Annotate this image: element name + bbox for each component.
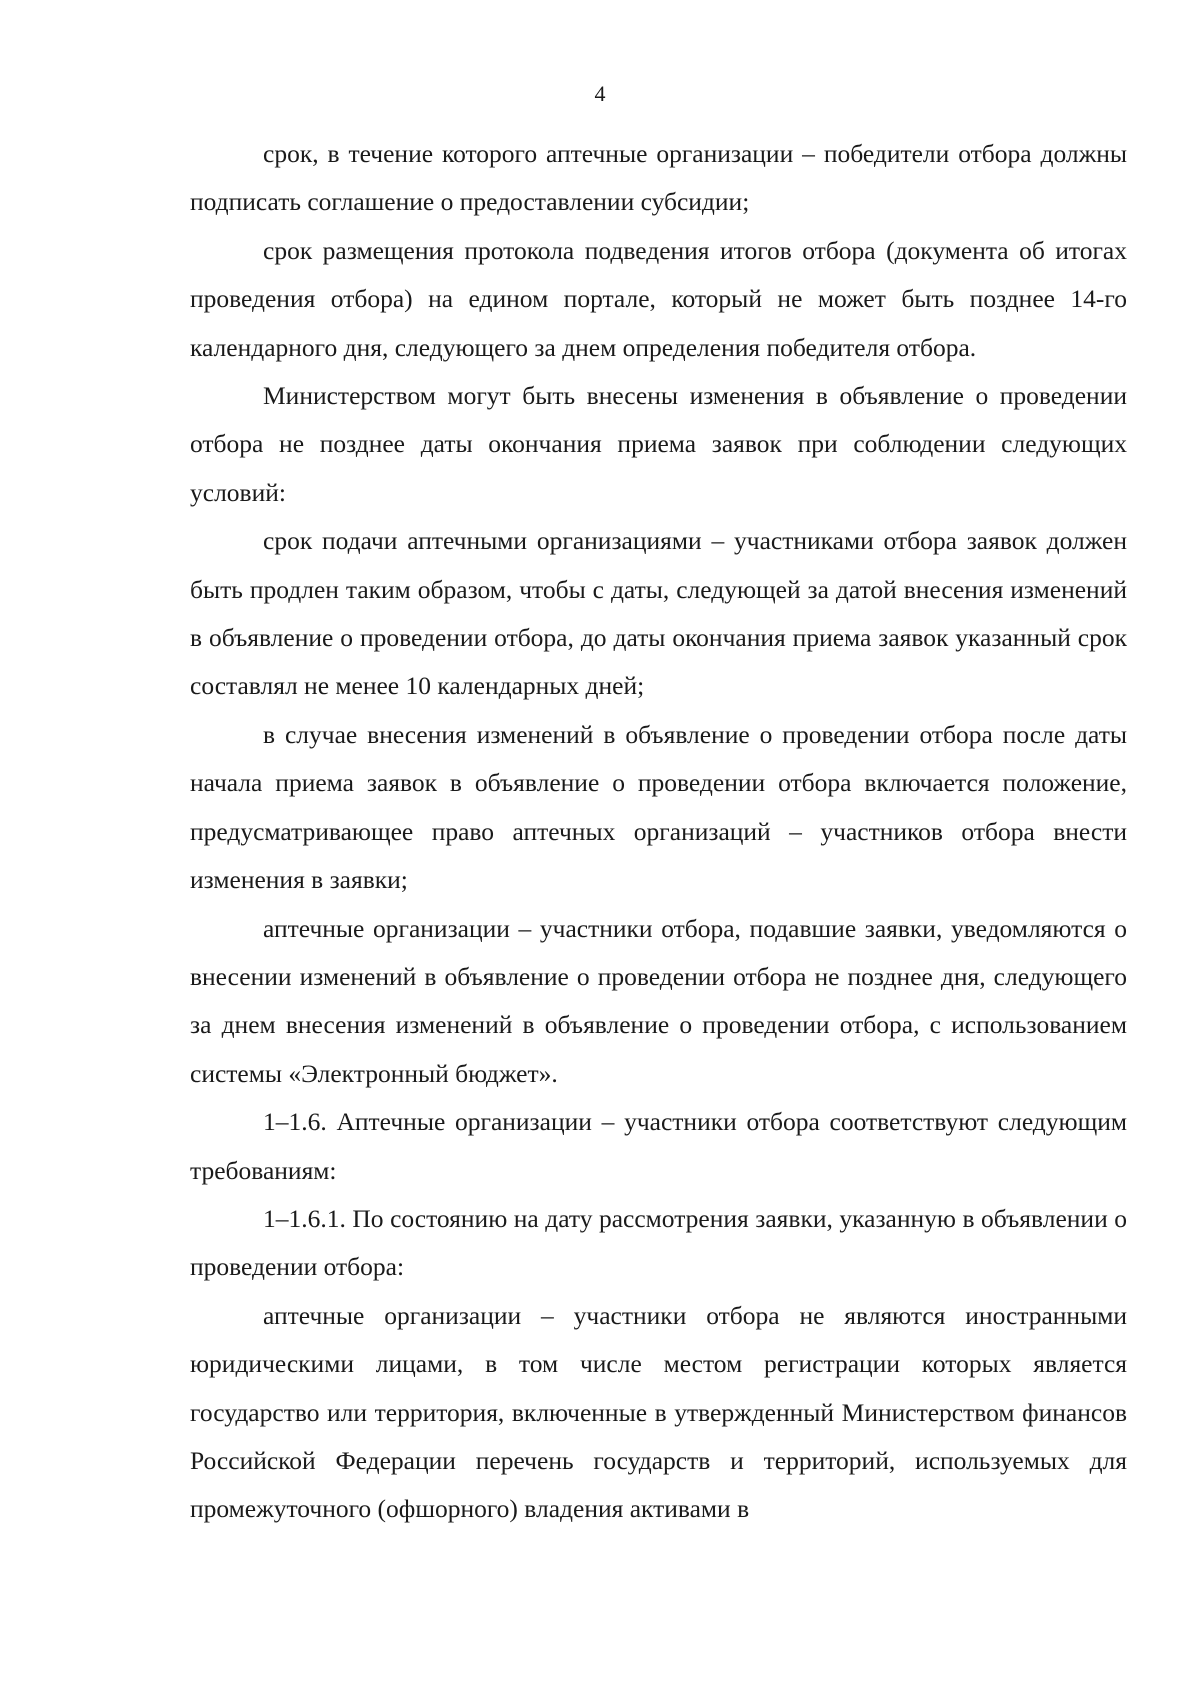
document-body <box>190 130 1127 1534</box>
paragraph-section-1-1-6-1: 1–1.6.1. По состоянию на дату рассмотрения заявки, указанную в объявлении о проведении отбора: <box>190 1203 1127 1282</box>
paragraph-foreign-entities: аптечные организации – участники отбора не являются иностранными юридическими лицами, в том числе местом регистрации которых является государство или территория, включенные в утвержденный Министерством финансов Российской Федерации перечень государств и территорий, используемых для промежуточного (офшорного) владения активами в <box>190 1300 1127 1524</box>
paragraph-extension-term: срок подачи аптечными организациями – участниками отбора заявок должен быть продлен таким образом, чтобы с даты, следующей за датой внесения изменений в объявление о проведении отбора, до даты окончания приема заявок указанный срок составлял не менее 10 календарных дней; <box>190 526 1127 701</box>
page-number: 4 <box>594 81 606 106</box>
paragraph-amendment-conditions: Министерством могут быть внесены изменения в объявление о проведении отбора не позднее даты окончания приема заявок при соблюдении следующих условий: <box>190 381 1127 507</box>
paragraph-protocol-deadline: срок размещения протокола подведения итогов отбора (документа об итогах проведения отбора) на едином портале, который не может быть позднее 14-го календарного дня, следующего за днем определения победителя отбора. <box>190 235 1127 362</box>
paragraph-notification: аптечные организации – участники отбора, подавшие заявки, уведомляются о внесении изменений в объявление о проведении отбора не позднее дня, следующего за днем внесения изменений в объявление о проведении отбора, с использованием системы «Электронный бюджет». <box>190 913 1127 1088</box>
paragraph-signing-deadline: срок, в течение которого аптечные организации – победители отбора должны подписать соглашение о предоставлении субсидии; <box>190 139 1127 217</box>
paragraph-section-1-1-6: 1–1.6. Аптечные организации – участники отбора соответствуют следующим требованиям: <box>190 1107 1127 1185</box>
paragraph-application-changes: в случае внесения изменений в объявление о проведении отбора после даты начала приема заявок в объявление о проведении отбора включается положение, предусматривающее право аптечных организаций – участников отбора внести изменения в заявки; <box>190 719 1127 895</box>
